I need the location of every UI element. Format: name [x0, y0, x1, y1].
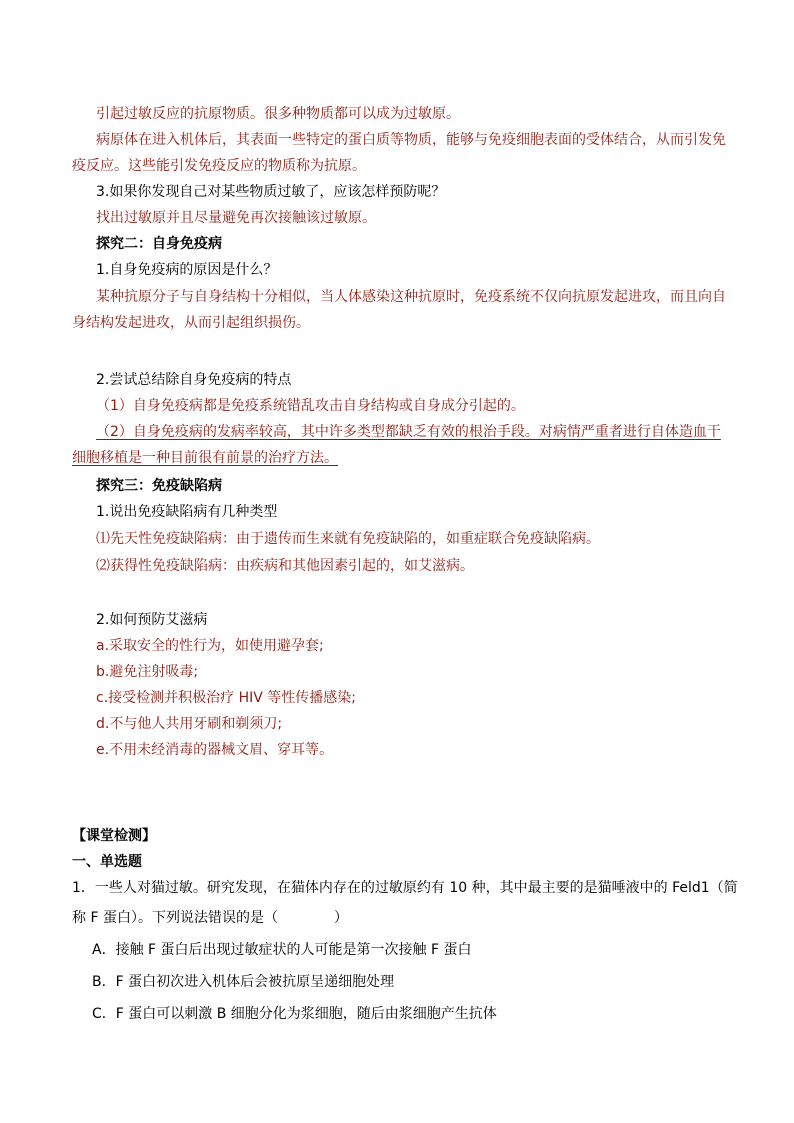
question-3: 3.如果你发现自己对某些物质过敏了，应该怎样预防呢？: [96, 184, 446, 200]
option-b: B．F 蛋白初次进入机体后会被抗原呈递细胞处理: [92, 974, 395, 990]
explore-3-type-1: ⑴先天性免疫缺陷病：由于遗传而生来就有免疫缺陷的，如重症联合免疫缺陷病。: [96, 531, 600, 547]
explore-2-question-2: 2.尝试总结除自身免疫病的特点: [96, 372, 292, 388]
option-a: A．接触 F 蛋白后出现过敏症状的人可能是第一次接触 F 蛋白: [92, 942, 472, 958]
explore-2-answer-1-line-2: 身结构发起进攻，从而引起组织损伤。: [72, 315, 310, 331]
question-1-line-2: 称 F 蛋白）。下列说法错误的是（ ）: [72, 910, 348, 926]
intro-line-3: 疫反应。这些能引发免疫反应的物质称为抗原。: [72, 158, 366, 174]
explore-2-answer-1-line-1: 某种抗原分子与自身结构十分相似，当人体感染这种抗原时，免疫系统不仅向抗原发起进攻，而且向自: [96, 289, 726, 305]
intro-line-1: 引起过敏反应的抗原物质。很多种物质都可以成为过敏原。: [96, 106, 460, 122]
explore-2-point-1: （1）自身免疫病都是免疫系统错乱攻击自身结构或自身成分引起的。: [96, 398, 525, 414]
explore-3-type-2: ⑵获得性免疫缺陷病：由疾病和其他因素引起的，如艾滋病。: [96, 558, 474, 574]
class-check-heading: 【课堂检测】: [72, 828, 156, 844]
single-choice-section: 一、单选题: [72, 854, 142, 870]
prevention-item-b: b.避免注射吸毒;: [96, 664, 199, 680]
explore-2-question-1: 1.自身免疫病的原因是什么？: [96, 262, 278, 278]
explore-2-heading: 探究二：自身免疫病: [96, 236, 222, 252]
explore-2-point-2-line-1: （2）自身免疫病的发病率较高，其中许多类型都缺乏有效的根治手段。对病情严重者进行自体造血干: [96, 424, 721, 440]
answer-3: 找出过敏原并且尽量避免再次接触该过敏原。: [96, 210, 376, 226]
option-c: C．F 蛋白可以刺激 B 细胞分化为浆细胞，随后由浆细胞产生抗体: [92, 1006, 497, 1022]
explore-3-question-2: 2.如何预防艾滋病: [96, 612, 208, 628]
explore-3-heading: 探究三：免疫缺陷病: [96, 478, 222, 494]
explore-3-question-1: 1.说出免疫缺陷病有几种类型: [96, 504, 278, 520]
question-1-line-1: 1．一些人对猫过敏。研究发现，在猫体内存在的过敏原约有 10 种，其中最主要的是猫唾液中的 Feld1（简: [72, 880, 738, 896]
prevention-item-a: a.采取安全的性行为，如使用避孕套;: [96, 638, 324, 654]
prevention-item-d: d.不与他人共用牙刷和剃须刀;: [96, 716, 283, 732]
prevention-item-e: e.不用未经消毒的器械文眉、穿耳等。: [96, 742, 334, 758]
prevention-item-c: c.接受检测并积极治疗 HIV 等性传播感染;: [96, 690, 356, 706]
intro-line-2: 病原体在进入机体后，其表面一些特定的蛋白质等物质，能够与免疫细胞表面的受体结合，从而引发免: [96, 132, 726, 148]
explore-2-point-2-line-2: 细胞移植是一种目前很有前景的治疗方法。: [72, 450, 338, 466]
